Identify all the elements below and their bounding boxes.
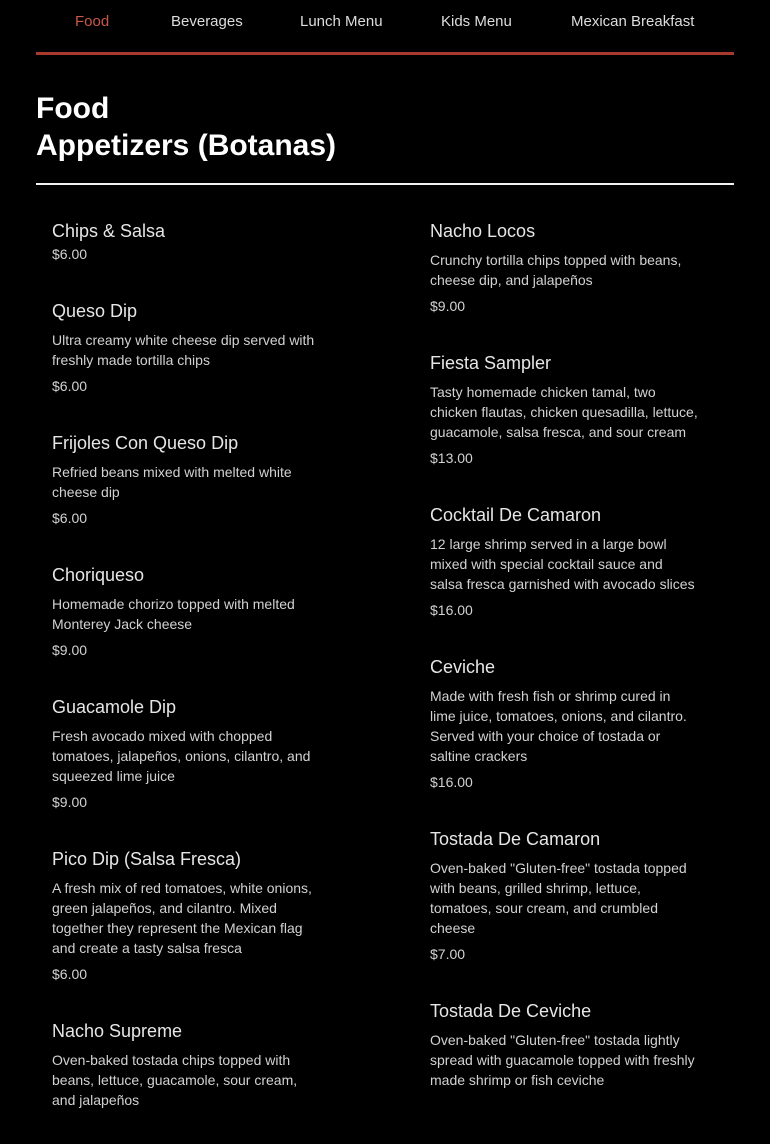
menu-item — [52, 218, 320, 264]
menu-item-description: A fresh mix of red tomatoes, white onions, green jalapeños, and cilantro. Mixed together they represent the Mexican flag and create a tasty salsa fresca — [52, 880, 312, 956]
menu-item-description: 12 large shrimp served in a large bowl mixed with special cocktail sauce and salsa fresca garnished with avocado slices — [430, 536, 695, 592]
section-heading — [36, 90, 336, 164]
menu-item — [52, 846, 320, 984]
menu-item — [430, 350, 698, 468]
tab-food[interactable]: Food — [75, 13, 110, 30]
menu-item-name: Chips & Salsa — [52, 221, 166, 241]
menu-item-description: Made with fresh fish or shrimp cured in lime juice, tomatoes, onions, and cilantro. Served with your choice of tostada or saltine crackers — [430, 688, 687, 764]
menu-item-description: Tasty homemade chicken tamal, two chicken flautas, chicken quesadilla, lettuce, guacamole, salsa fresca, and sour cream — [430, 384, 698, 440]
menu-item-name: Ceviche — [430, 657, 496, 677]
menu-item-name: Frijoles Con Queso Dip — [52, 433, 239, 453]
menu-item-price: $6.00 — [52, 966, 88, 982]
tab-beverages[interactable]: Beverages — [171, 13, 243, 30]
menu-item-name: Fiesta Sampler — [430, 353, 552, 373]
menu-item-price: $9.00 — [430, 298, 466, 314]
menu-item — [52, 1018, 320, 1110]
menu-item-name: Tostada De Camaron — [430, 829, 601, 849]
tab-lunch-menu[interactable]: Lunch Menu — [300, 13, 383, 30]
menu-item-price: $13.00 — [430, 450, 473, 466]
menu-item-name: Cocktail De Camaron — [430, 505, 602, 525]
menu-item-price: $6.00 — [52, 246, 88, 262]
menu-item — [430, 826, 698, 964]
menu-column-left — [52, 218, 320, 1144]
menu-item-name: Pico Dip (Salsa Fresca) — [52, 849, 242, 869]
menu-item — [52, 298, 320, 396]
menu-item-price: $6.00 — [52, 510, 88, 526]
menu-item — [52, 694, 320, 812]
menu-item — [430, 502, 698, 620]
menu-item-name: Choriqueso — [52, 565, 145, 585]
heading-divider — [36, 183, 734, 185]
menu-item — [430, 654, 698, 792]
menu-item-description: Homemade chorizo topped with melted Monterey Jack cheese — [52, 596, 295, 632]
menu-item-description: Oven-baked "Gluten-free" tostada topped with beans, grilled shrimp, lettuce, tomatoes, sour cream, and crumbled cheese — [430, 860, 687, 936]
menu-item-description: Crunchy tortilla chips topped with beans, cheese dip, and jalapeños — [430, 252, 682, 288]
page-title: Food — [36, 92, 110, 125]
menu-item-price: $6.00 — [52, 378, 88, 394]
menu-tabs — [36, 0, 734, 55]
menu-item-description: Oven-baked "Gluten-free" tostada lightly spread with guacamole topped with freshly made shrimp or fish ceviche — [430, 1032, 695, 1088]
menu-item-price: $9.00 — [52, 642, 88, 658]
menu-item-price: $16.00 — [430, 602, 473, 618]
menu-item-description: Refried beans mixed with melted white cheese dip — [52, 464, 292, 500]
menu-item — [52, 562, 320, 660]
menu-item-description: Fresh avocado mixed with chopped tomatoes, jalapeños, onions, cilantro, and squeezed lime juice — [52, 728, 311, 784]
menu-item-name: Queso Dip — [52, 301, 138, 321]
menu-item-name: Nacho Supreme — [52, 1021, 183, 1041]
menu-item-price: $9.00 — [52, 794, 88, 810]
menu-item-name: Nacho Locos — [430, 221, 536, 241]
tab-mexican-breakfast[interactable]: Mexican Breakfast — [571, 13, 695, 30]
menu-item-description: Oven-baked tostada chips topped with beans, lettuce, guacamole, sour cream, and jalapeños — [52, 1052, 298, 1108]
menu-item-price: $16.00 — [430, 774, 473, 790]
section-subtitle: Appetizers (Botanas) — [36, 129, 337, 162]
menu-item-description: Ultra creamy white cheese dip served with freshly made tortilla chips — [52, 332, 315, 368]
menu-item-name: Guacamole Dip — [52, 697, 177, 717]
tab-kids-menu[interactable]: Kids Menu — [441, 13, 512, 30]
menu-item — [430, 998, 698, 1090]
menu-item — [430, 218, 698, 316]
menu-item-price: $7.00 — [430, 946, 466, 962]
menu-item-name: Tostada De Ceviche — [430, 1001, 592, 1021]
menu-column-right — [430, 218, 698, 1124]
menu-item — [52, 430, 320, 528]
